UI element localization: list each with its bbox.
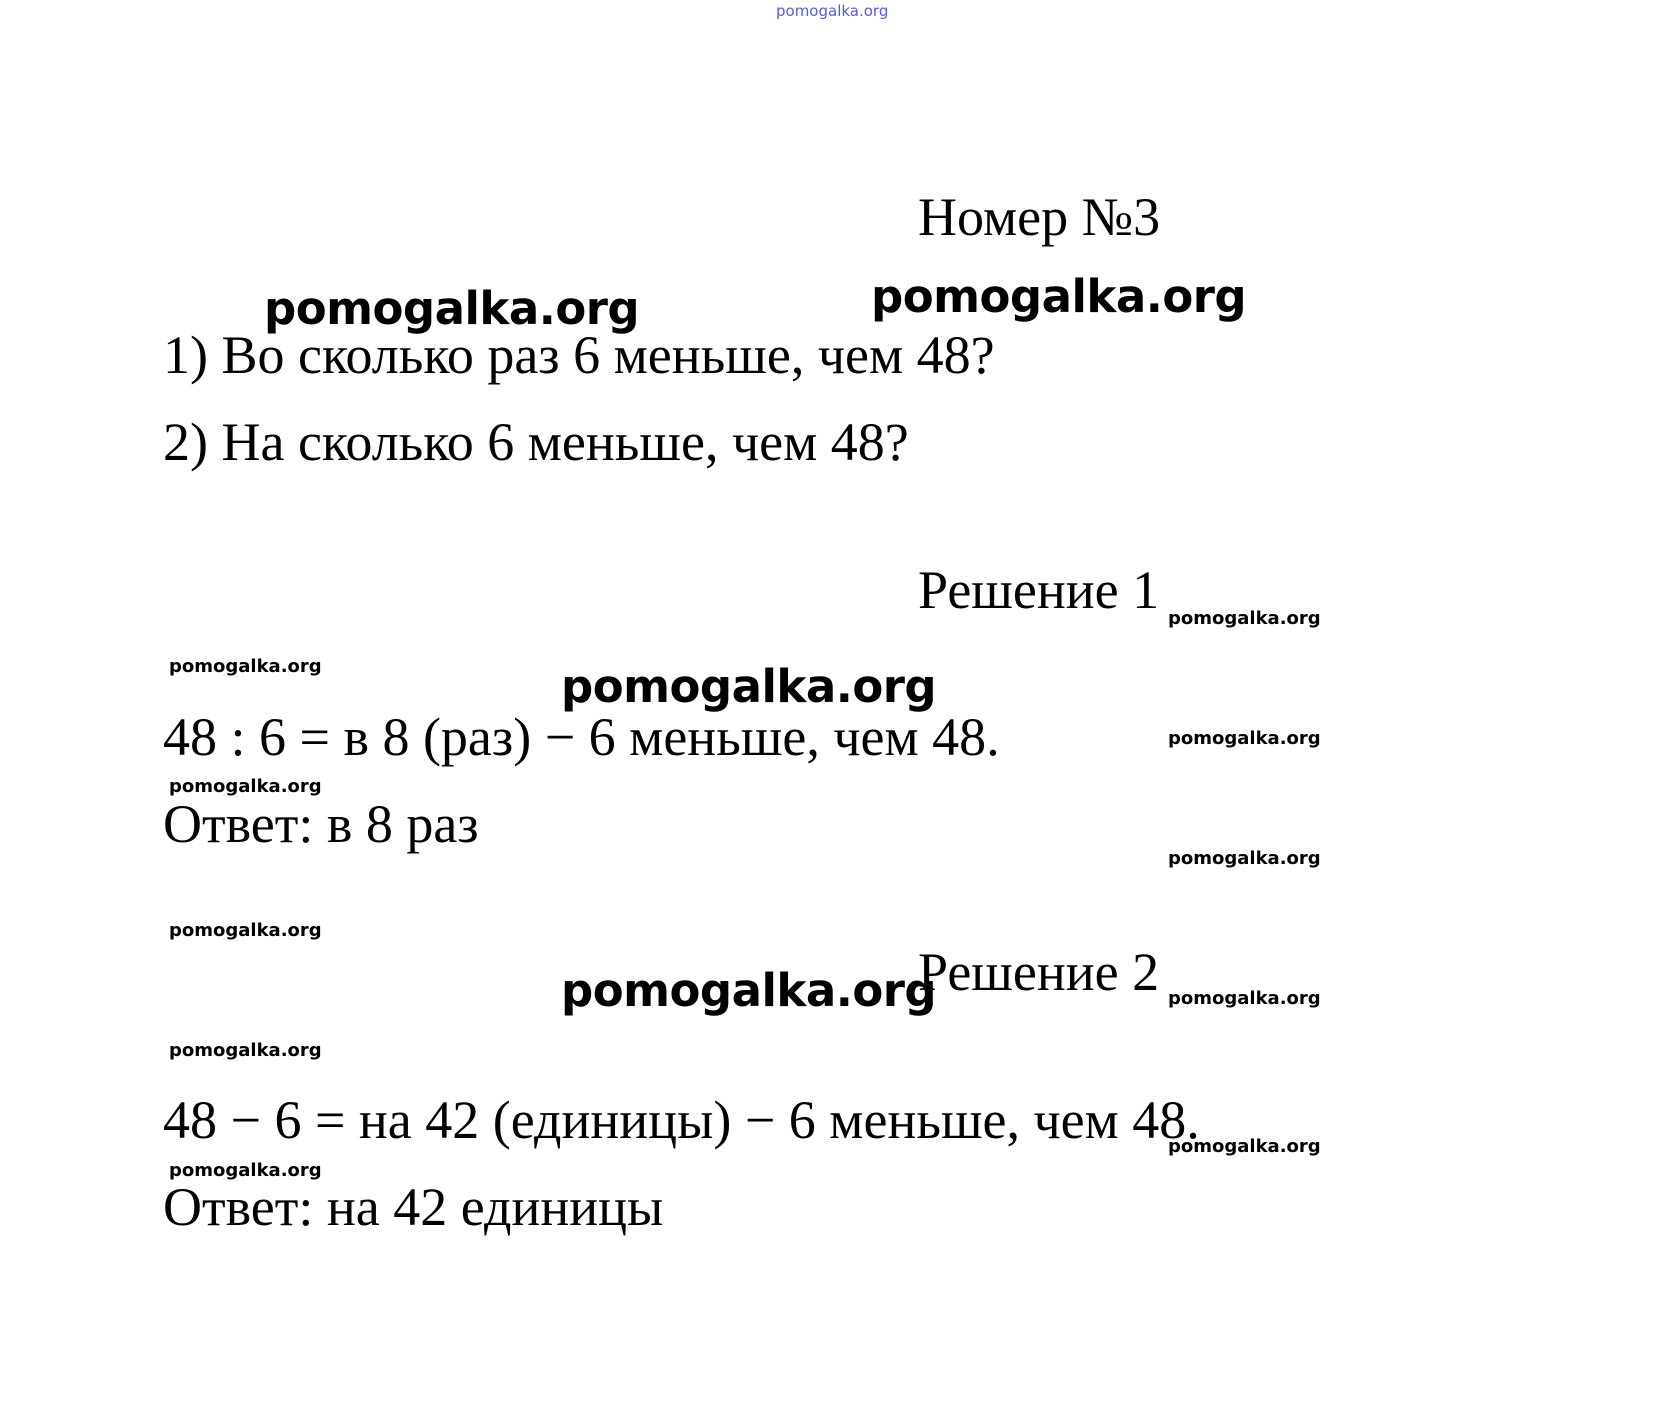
question-1: 1) Во сколько раз 6 меньше, чем 48? (163, 325, 995, 385)
watermark-small: pomogalka.org (1168, 988, 1321, 1009)
solution-2-equation: 48 − 6 = на 42 (единицы) − 6 меньше, чем 48. (163, 1090, 1200, 1150)
watermark-small: pomogalka.org (1168, 728, 1321, 749)
watermark-small: pomogalka.org (169, 776, 322, 797)
solution-1-answer: Ответ: в 8 раз (163, 794, 479, 854)
watermark-large: pomogalka.org (264, 282, 640, 335)
watermark-small: pomogalka.org (169, 1160, 322, 1181)
solution-1-equation: 48 : 6 = в 8 (раз) − 6 меньше, чем 48. (163, 707, 1000, 767)
watermark-small: pomogalka.org (169, 656, 322, 677)
watermark-large: pomogalka.org (561, 964, 937, 1017)
watermark-small: pomogalka.org (1168, 1136, 1321, 1157)
solution-2-heading: Решение 2 (918, 942, 1160, 1002)
watermark-small: pomogalka.org (1168, 608, 1321, 629)
question-2: 2) На сколько 6 меньше, чем 48? (163, 412, 909, 472)
watermark-small: pomogalka.org (169, 1040, 322, 1061)
solution-2-answer: Ответ: на 42 единицы (163, 1177, 664, 1237)
watermark-small: pomogalka.org (169, 920, 322, 941)
solution-1-heading: Решение 1 (918, 560, 1160, 620)
watermark-large: pomogalka.org (561, 660, 937, 713)
header-watermark: pomogalka.org (776, 2, 889, 20)
watermark-large: pomogalka.org (871, 270, 1247, 323)
page-title: Номер №3 (918, 187, 1161, 247)
watermark-small: pomogalka.org (1168, 848, 1321, 869)
